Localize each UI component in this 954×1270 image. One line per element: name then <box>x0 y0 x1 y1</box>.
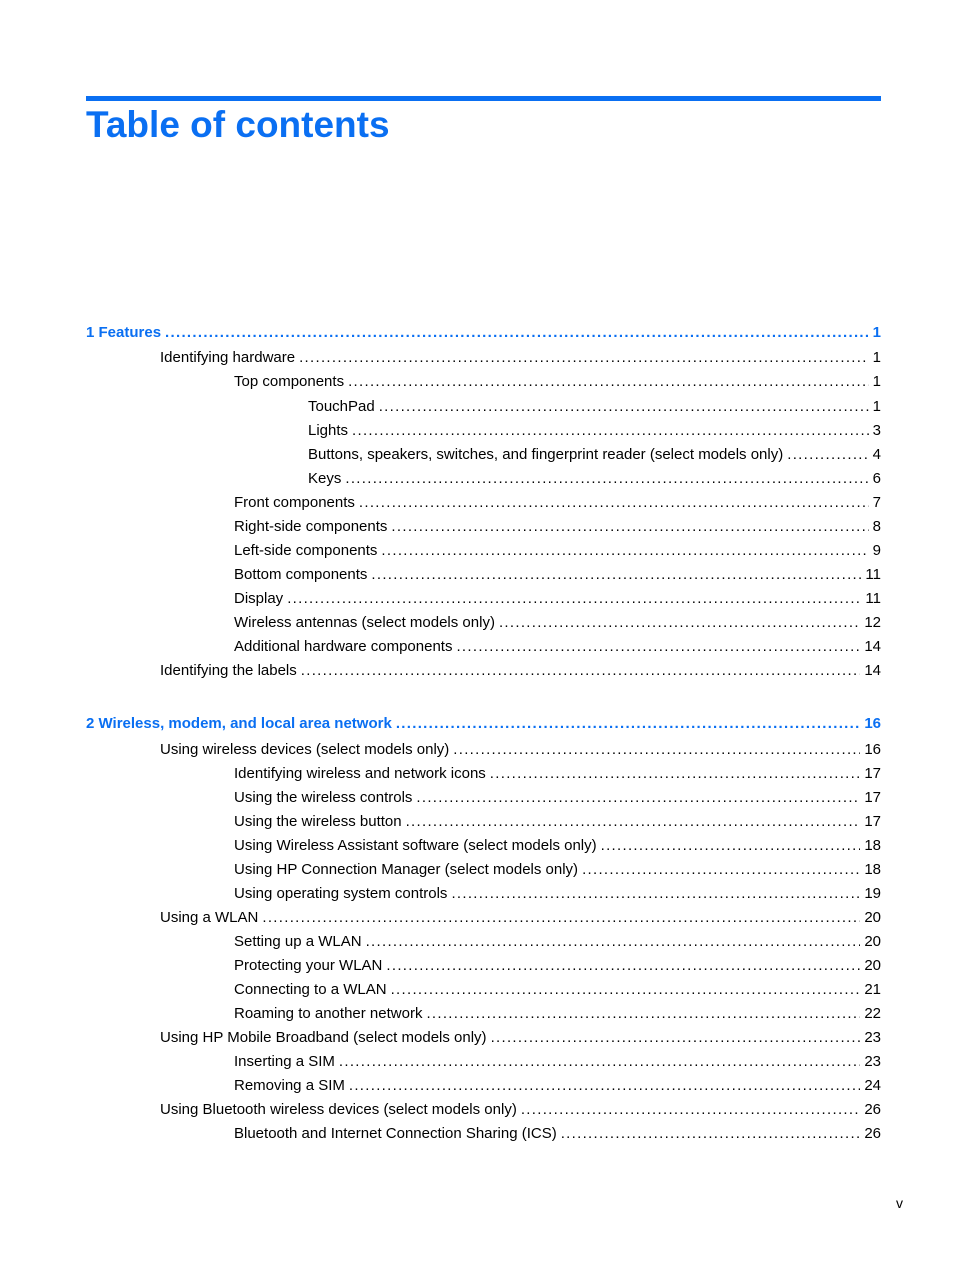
toc-entry-page-number: 16 <box>864 741 881 758</box>
toc-chapter-entry[interactable] <box>86 323 881 343</box>
dot-leader <box>453 740 860 760</box>
toc-entry-title: Using operating system controls <box>234 885 448 902</box>
toc-entry[interactable] <box>234 565 881 585</box>
dot-leader <box>379 397 869 417</box>
toc-entry-page-number: 11 <box>865 590 881 607</box>
toc-entry-title: Using wireless devices (select models only) <box>160 741 450 758</box>
toc-entry[interactable] <box>308 445 881 465</box>
toc-entry[interactable] <box>308 469 881 489</box>
dot-leader <box>345 469 868 489</box>
toc-entry-page-number: 19 <box>864 885 881 902</box>
toc-entry-title: Inserting a SIM <box>234 1053 335 1070</box>
toc-entry-title: Setting up a WLAN <box>234 933 362 950</box>
toc-entry-page-number: 22 <box>864 1005 881 1022</box>
toc-entry-title: Identifying wireless and network icons <box>234 765 486 782</box>
dot-leader <box>366 932 861 952</box>
toc-entry-title: Identifying the labels <box>160 662 297 679</box>
dot-leader <box>416 788 860 808</box>
toc-entry[interactable] <box>234 613 881 633</box>
toc-entry[interactable] <box>234 956 881 976</box>
dot-leader <box>521 1100 860 1120</box>
toc-entry-page-number: 20 <box>864 909 881 926</box>
toc-entry-page-number: 20 <box>864 957 881 974</box>
dot-leader <box>359 493 869 513</box>
toc-entry-page-number: 23 <box>864 1053 881 1070</box>
toc-entry-title: Removing a SIM <box>234 1077 345 1094</box>
toc-entry[interactable] <box>234 836 881 856</box>
toc-entry-page-number: 24 <box>864 1077 881 1094</box>
toc-entry-title: Bottom components <box>234 566 368 583</box>
toc-entry[interactable] <box>308 397 881 417</box>
toc-entry-title: Additional hardware components <box>234 638 453 655</box>
dot-leader <box>491 1028 861 1048</box>
dot-leader <box>391 980 861 1000</box>
dot-leader <box>339 1052 860 1072</box>
toc-entry-title: 2 Wireless, modem, and local area network <box>86 715 392 732</box>
dot-leader <box>582 860 860 880</box>
dot-leader <box>299 348 869 368</box>
toc-entry-title: Left-side components <box>234 542 378 559</box>
toc-entry[interactable] <box>234 589 881 609</box>
toc-entry[interactable] <box>234 541 881 561</box>
toc-entry-title: Wireless antennas (select models only) <box>234 614 495 631</box>
toc-entry-page-number: 14 <box>864 662 881 679</box>
dot-leader <box>396 714 860 734</box>
toc-entry-title: Using Wireless Assistant software (select models only) <box>234 837 597 854</box>
toc-entry-page-number: 3 <box>872 422 881 439</box>
toc-entry-title: Using the wireless button <box>234 813 402 830</box>
toc-entry[interactable] <box>234 1052 881 1072</box>
toc-entry[interactable] <box>234 1004 881 1024</box>
toc-entry[interactable] <box>308 421 881 441</box>
toc-entry[interactable] <box>234 637 881 657</box>
toc-entry-page-number: 8 <box>872 518 881 535</box>
dot-leader <box>426 1004 860 1024</box>
toc-entry-page-number: 1 <box>872 373 881 390</box>
toc-entry[interactable] <box>234 860 881 880</box>
toc-entry-page-number: 4 <box>872 446 881 463</box>
toc-entry-page-number: 21 <box>864 981 881 998</box>
page-number: v <box>896 1195 903 1211</box>
toc-entry-title: Front components <box>234 494 355 511</box>
dot-leader <box>262 908 860 928</box>
toc-entry[interactable] <box>160 348 881 368</box>
toc-entry[interactable] <box>234 1076 881 1096</box>
toc-entry[interactable] <box>234 932 881 952</box>
toc-entry-page-number: 1 <box>872 398 881 415</box>
toc-entry-page-number: 9 <box>872 542 881 559</box>
toc-entry-page-number: 17 <box>864 789 881 806</box>
toc-entry-title: Display <box>234 590 284 607</box>
toc-entry-page-number: 17 <box>864 765 881 782</box>
dot-leader <box>601 836 861 856</box>
toc-entry-title: Keys <box>308 470 342 487</box>
toc-entry[interactable] <box>234 1124 881 1144</box>
toc-entry-title: Protecting your WLAN <box>234 957 383 974</box>
dot-leader <box>386 956 860 976</box>
toc-entry-title: Lights <box>308 422 349 439</box>
toc-entry-title: 1 Features <box>86 324 162 341</box>
toc-entry-page-number: 14 <box>864 638 881 655</box>
toc-entry-page-number: 17 <box>864 813 881 830</box>
toc-entry-title: Using HP Mobile Broadband (select models only) <box>160 1029 487 1046</box>
toc-entry-title: Roaming to another network <box>234 1005 423 1022</box>
toc-entry-title: TouchPad <box>308 398 375 415</box>
toc-entry-page-number: 20 <box>864 933 881 950</box>
toc-entry-page-number: 1 <box>872 349 881 366</box>
toc-entry-page-number: 16 <box>864 715 881 732</box>
toc-entry-page-number: 23 <box>864 1029 881 1046</box>
toc-entry[interactable] <box>234 980 881 1000</box>
toc-entry-title: Identifying hardware <box>160 349 296 366</box>
dot-leader <box>499 613 860 633</box>
dot-leader <box>371 565 861 585</box>
dot-leader <box>349 1076 860 1096</box>
toc-entry-title: Connecting to a WLAN <box>234 981 387 998</box>
toc-chapter-entry[interactable] <box>86 714 881 734</box>
toc-entry[interactable] <box>234 517 881 537</box>
toc-entry-page-number: 6 <box>872 470 881 487</box>
toc-entry-page-number: 12 <box>864 614 881 631</box>
toc-entry-page-number: 1 <box>872 324 881 341</box>
toc-entry-title: Using the wireless controls <box>234 789 413 806</box>
toc-entry[interactable] <box>234 372 881 392</box>
toc-entry[interactable] <box>160 661 881 681</box>
dot-leader <box>381 541 868 561</box>
toc-entry-page-number: 26 <box>864 1125 881 1142</box>
toc-entry-title: Using a WLAN <box>160 909 259 926</box>
dot-leader <box>451 884 860 904</box>
toc-entry-page-number: 18 <box>864 861 881 878</box>
toc-entry[interactable] <box>160 740 881 760</box>
dot-leader <box>456 637 860 657</box>
toc-entry[interactable] <box>234 812 881 832</box>
toc-entry[interactable] <box>234 884 881 904</box>
toc-entry[interactable] <box>234 788 881 808</box>
toc-entry-title: Right-side components <box>234 518 388 535</box>
dot-leader <box>490 764 861 784</box>
dot-leader <box>301 661 861 681</box>
toc-entry[interactable] <box>160 1028 881 1048</box>
dot-leader <box>165 323 869 343</box>
dot-leader <box>561 1124 861 1144</box>
toc-entry[interactable] <box>160 1100 881 1120</box>
toc-entry-title: Using Bluetooth wireless devices (select models only) <box>160 1101 517 1118</box>
toc-entry-title: Bluetooth and Internet Connection Sharing (ICS) <box>234 1125 557 1142</box>
dot-leader <box>287 589 861 609</box>
toc-entry-title: Using HP Connection Manager (select models only) <box>234 861 579 878</box>
toc-entry-page-number: 7 <box>872 494 881 511</box>
dot-leader <box>348 372 869 392</box>
toc-entry[interactable] <box>234 764 881 784</box>
toc-entry-page-number: 26 <box>864 1101 881 1118</box>
toc-entry-page-number: 11 <box>865 566 881 583</box>
dot-leader <box>391 517 868 537</box>
dot-leader <box>787 445 868 465</box>
toc-entry[interactable] <box>234 493 881 513</box>
toc-entry-title: Top components <box>234 373 345 390</box>
toc-entry-title: Buttons, speakers, switches, and fingerprint reader (select models only) <box>308 446 784 463</box>
dot-leader <box>352 421 869 441</box>
dot-leader <box>406 812 861 832</box>
toc-entry[interactable] <box>160 908 881 928</box>
toc-entry-page-number: 18 <box>864 837 881 854</box>
page-title: Table of contents <box>86 104 390 145</box>
